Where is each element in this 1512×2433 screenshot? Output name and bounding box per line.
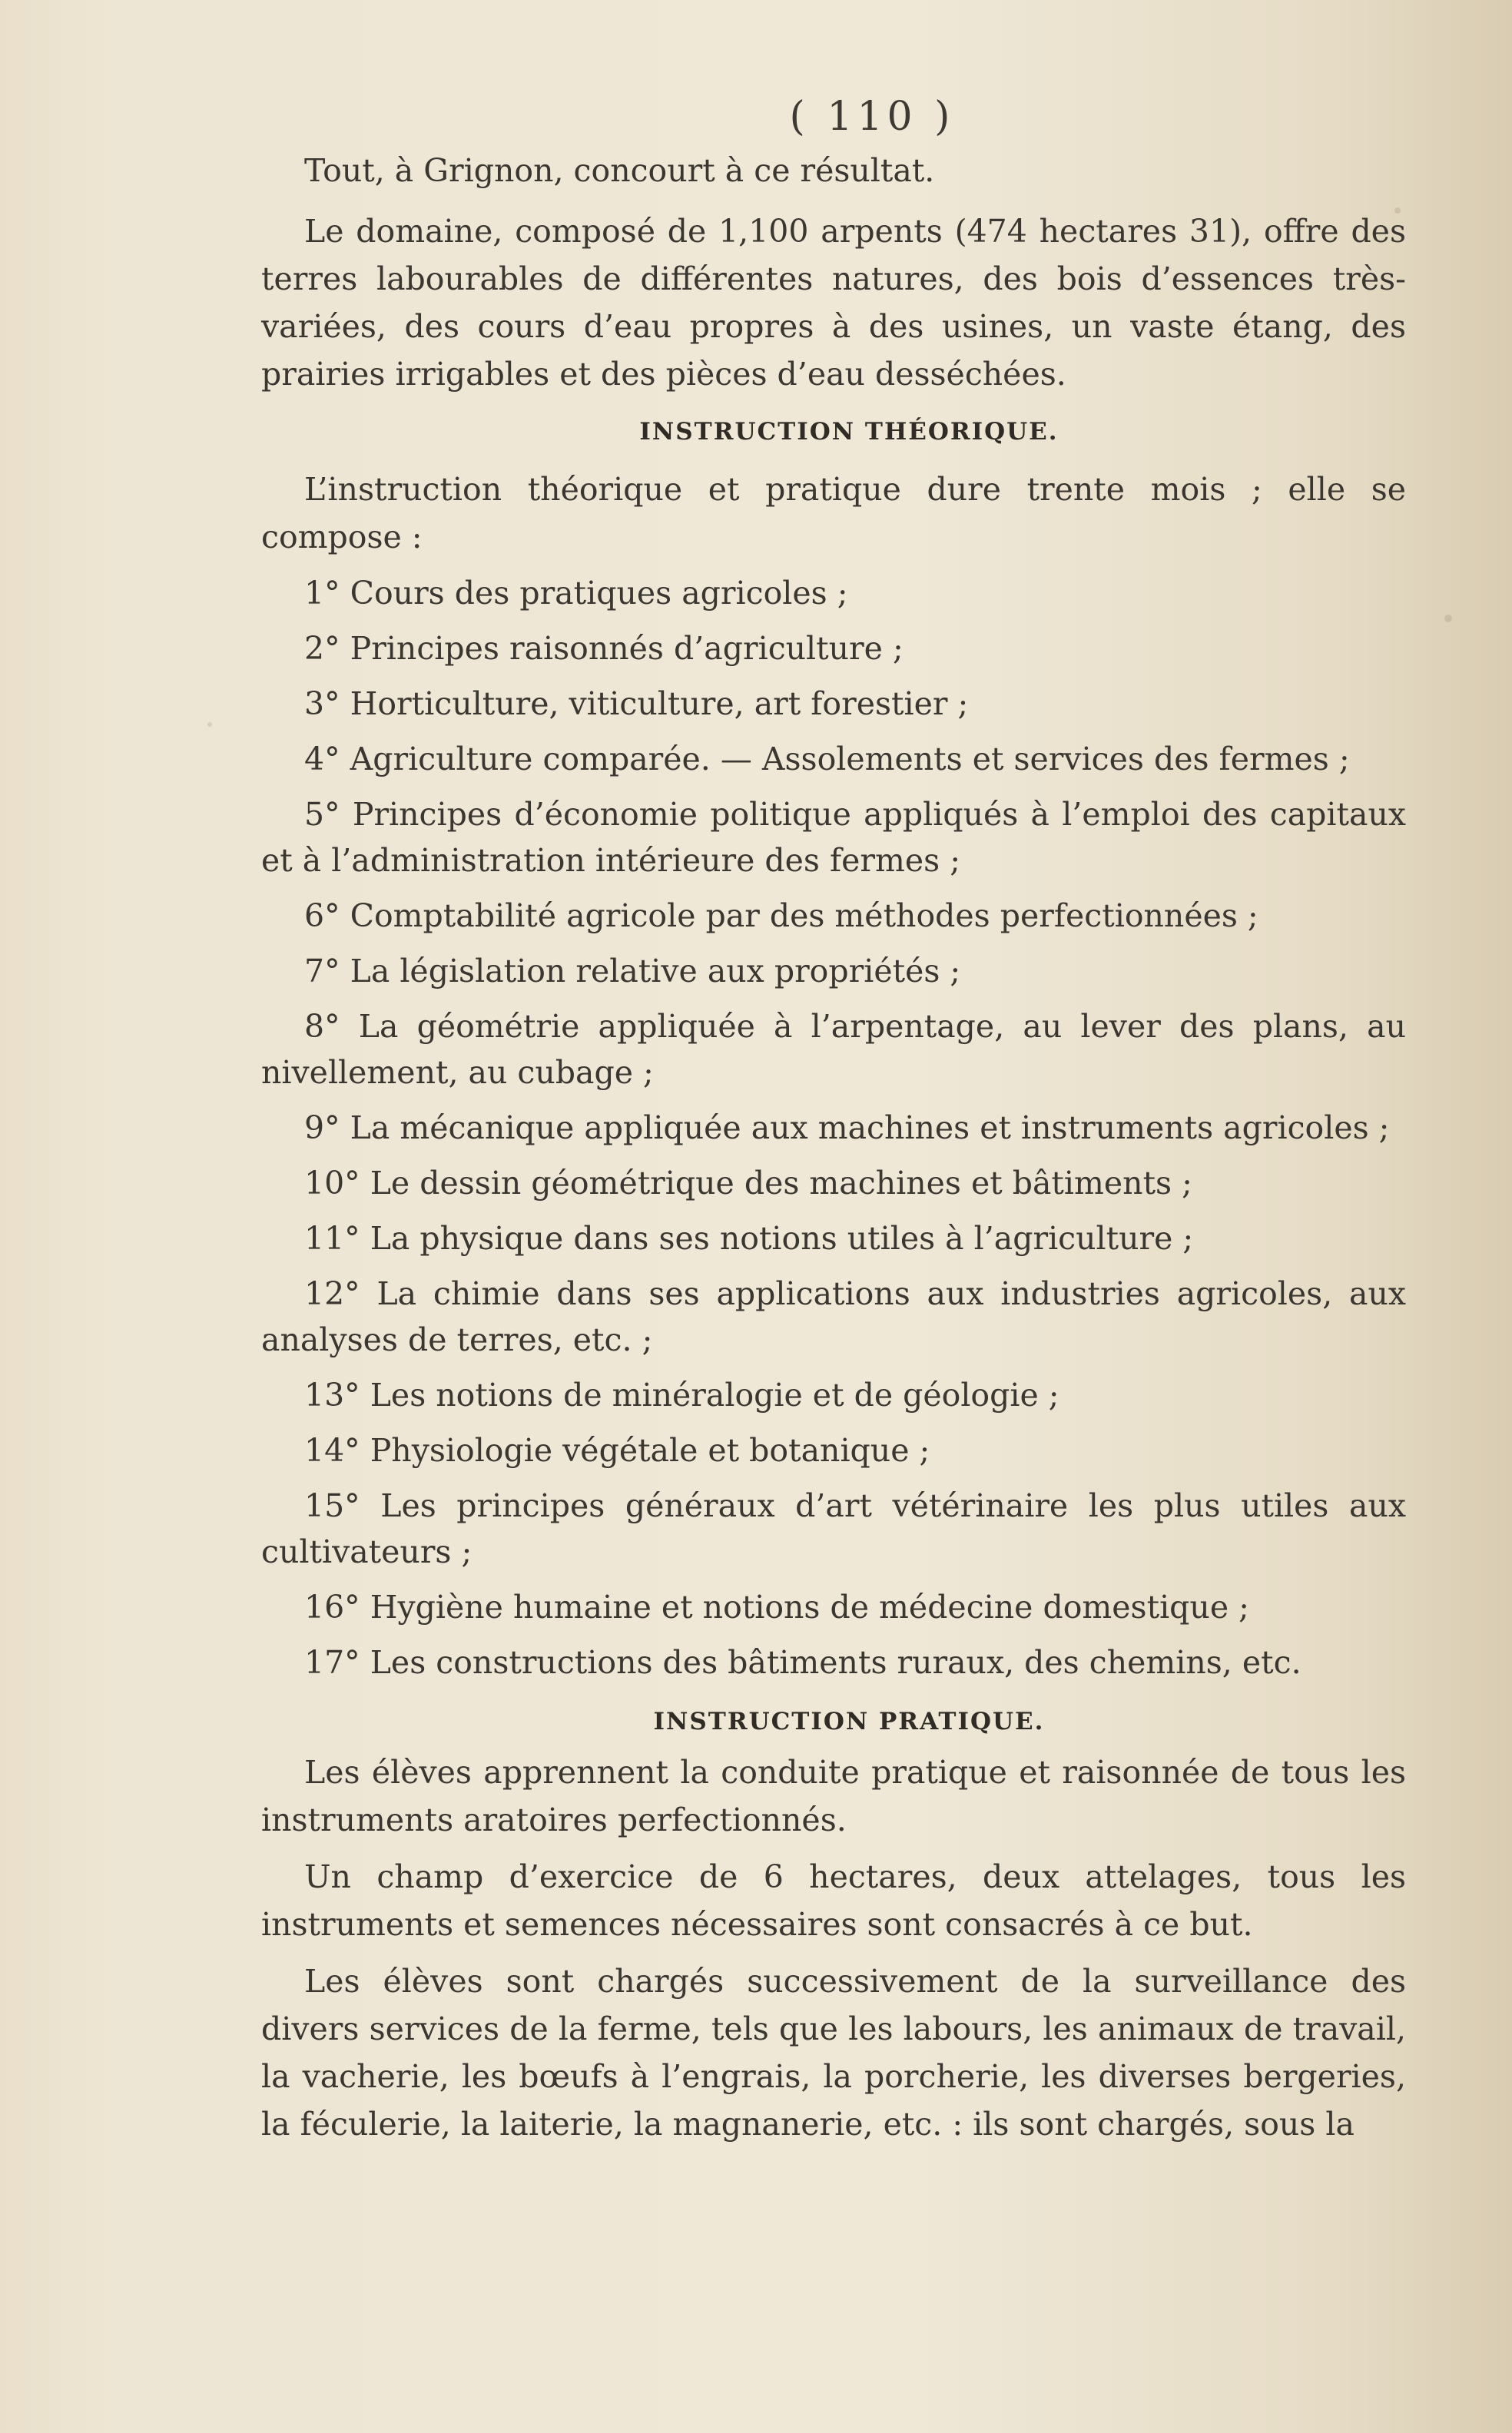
- pratique-paragraph-3: Les élèves sont chargés successivement de la surveillance des divers services de la ferme, tels que les labours, les animaux de travail, la vacherie, les bœufs à l’engrais, la porcherie, les diverses bergeries, la féculerie, la laiterie, la magnanerie, etc. : ils sont chargés, sous la: [261, 1963, 1406, 2143]
- list-item: 3° Horticulture, viticulture, art forestier ;: [304, 685, 969, 722]
- course-list: [261, 570, 1406, 1686]
- list-item: 1° Cours des pratiques agricoles ;: [304, 575, 848, 612]
- list-item: 15° Les principes généraux d’art vétérinaire les plus utiles aux cultivateurs ;: [261, 1487, 1406, 1570]
- pratique-paragraph-2: Un champ d’exercice de 6 hectares, deux attelages, tous les instruments et semences nécessaires sont consacrés à ce but.: [261, 1858, 1406, 1943]
- list-item: 11° La physique dans ses notions utiles à l’agriculture ;: [304, 1220, 1194, 1257]
- list-item: 7° La législation relative aux propriétés ;: [304, 953, 961, 989]
- intro-paragraph-1: Tout, à Grignon, concourt à ce résultat.: [304, 152, 935, 189]
- list-item: 13° Les notions de minéralogie et de géologie ;: [304, 1377, 1059, 1414]
- page: [261, 86, 1406, 2148]
- intro-paragraph-2: Le domaine, composé de 1,100 arpents (474 hectares 31), offre des terres labourables de différentes natures, des bois d’essences très-variées, des cours d’eau propres à des usines, un vaste étang, des prairies irrigables et des pièces d’eau desséchées.: [261, 213, 1406, 393]
- pratique-paragraph-1: Les élèves apprennent la conduite pratique et raisonnée de tous les instruments aratoires perfectionnés.: [261, 1754, 1406, 1838]
- list-item: 5° Principes d’économie politique appliqués à l’emploi des capitaux et à l’administration intérieure des fermes ;: [261, 796, 1406, 879]
- list-item: 8° La géométrie appliquée à l’arpentage, au lever des plans, au nivellement, au cubage ;: [261, 1008, 1406, 1091]
- section1-lead: L’instruction théorique et pratique dure trente mois ; elle se compose :: [261, 471, 1406, 555]
- list-item: 4° Agriculture comparée. — Assolements et services des fermes ;: [304, 741, 1350, 777]
- list-item: 16° Hygiène humaine et notions de médecine domestique ;: [304, 1589, 1249, 1626]
- section-heading-theorique: INSTRUCTION THÉORIQUE.: [639, 418, 1059, 446]
- section-heading-pratique: INSTRUCTION PRATIQUE.: [653, 1708, 1045, 1735]
- list-item: 14° Physiologie végétale et botanique ;: [304, 1432, 930, 1469]
- list-item: 12° La chimie dans ses applications aux industries agricoles, aux analyses de terres, etc. ;: [261, 1275, 1406, 1358]
- list-item: 2° Principes raisonnés d’agriculture ;: [304, 630, 904, 667]
- list-item: 10° Le dessin géométrique des machines et bâtiments ;: [304, 1165, 1192, 1202]
- page-number: ( 110 ): [789, 94, 955, 140]
- list-item: 6° Comptabilité agricole par des méthodes perfectionnées ;: [304, 897, 1258, 934]
- list-item: 9° La mécanique appliquée aux machines et instruments agricoles ;: [304, 1109, 1390, 1146]
- list-item: 17° Les constructions des bâtiments ruraux, des chemins, etc.: [304, 1644, 1301, 1681]
